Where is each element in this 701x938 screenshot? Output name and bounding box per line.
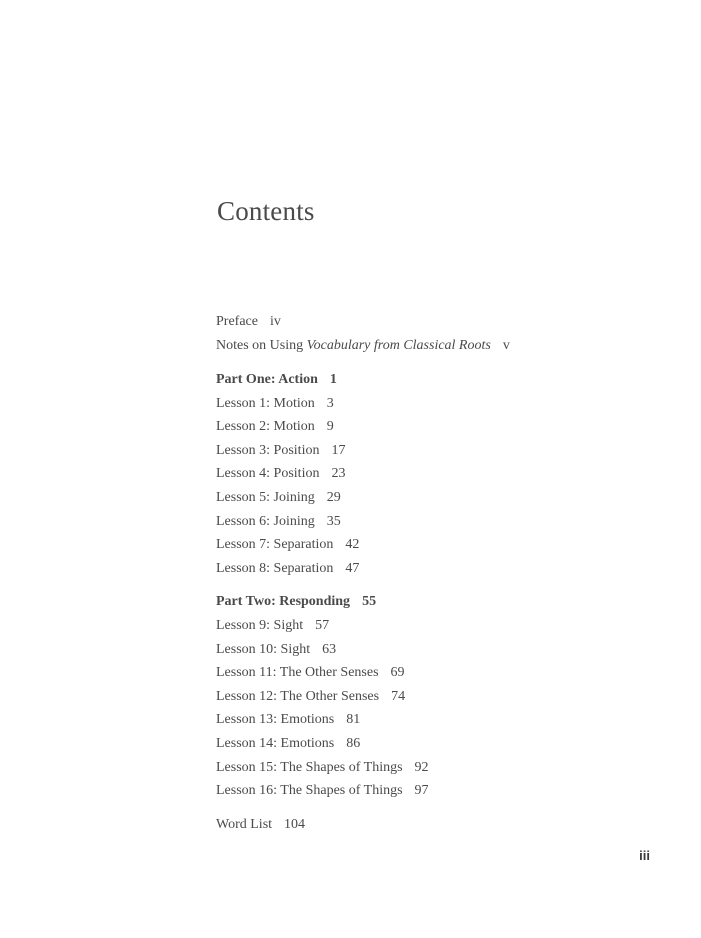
lesson-label: Lesson 3: Position <box>216 442 320 458</box>
toc-lesson-entry[interactable] <box>216 616 636 640</box>
toc-lesson-entry[interactable] <box>216 687 636 711</box>
part-heading-page: 1 <box>329 372 337 387</box>
toc-lesson-entry[interactable] <box>216 535 636 559</box>
lesson-label: Lesson 1: Motion <box>216 395 315 411</box>
lesson-label: Lesson 8: Separation <box>216 560 334 576</box>
lesson-page: 97 <box>414 783 429 799</box>
toc-entry-label: Word List <box>216 816 273 832</box>
toc-lesson-entry[interactable] <box>216 512 636 536</box>
table-of-contents <box>216 312 636 838</box>
lesson-page: 9 <box>326 419 334 435</box>
page-title: Contents <box>217 196 315 226</box>
book-title-italic: Vocabulary from Classical Roots <box>306 338 491 353</box>
toc-entry-preface[interactable] <box>216 312 636 336</box>
toc-entry-page: 104 <box>284 816 306 832</box>
toc-lesson-entry[interactable] <box>216 417 636 441</box>
lesson-page: 23 <box>331 466 346 482</box>
toc-entry-label-prefix: Notes on Using <box>216 338 307 353</box>
toc-entry-page: v <box>502 338 510 353</box>
toc-lesson-entry[interactable] <box>216 781 636 805</box>
lesson-label: Lesson 6: Joining <box>216 513 315 529</box>
part-heading-label: Part Two: Responding <box>216 594 351 610</box>
part-heading-page: 55 <box>362 594 377 610</box>
toc-lesson-entry[interactable] <box>216 441 636 465</box>
toc-entry-notes[interactable] <box>216 336 636 360</box>
spacer <box>216 582 636 592</box>
toc-lesson-entry[interactable] <box>216 464 636 488</box>
lesson-label: Lesson 9: Sight <box>216 617 304 633</box>
lesson-label: Lesson 10: Sight <box>216 641 311 657</box>
lesson-page: 63 <box>322 641 337 657</box>
toc-part-heading[interactable] <box>216 592 636 616</box>
lesson-label: Lesson 7: Separation <box>216 537 334 553</box>
lesson-page: 17 <box>331 442 346 458</box>
toc-entry-label: Preface <box>216 314 258 329</box>
toc-lesson-entry[interactable] <box>216 488 636 512</box>
lesson-label: Lesson 5: Joining <box>216 489 315 505</box>
lesson-page: 86 <box>346 735 361 751</box>
toc-entry-word-list[interactable] <box>216 815 636 839</box>
lesson-label: Lesson 2: Motion <box>216 419 315 435</box>
lesson-page: 3 <box>326 395 334 411</box>
toc-lesson-entry[interactable] <box>216 710 636 734</box>
spacer <box>216 805 636 815</box>
lesson-page: 29 <box>326 489 341 505</box>
toc-lesson-entry[interactable] <box>216 640 636 664</box>
page-number: iii <box>639 848 650 863</box>
lesson-page: 47 <box>345 560 360 576</box>
lesson-page: 35 <box>326 513 341 529</box>
lesson-page: 74 <box>391 688 406 704</box>
toc-lesson-entry[interactable] <box>216 758 636 782</box>
lesson-label: Lesson 13: Emotions <box>216 712 335 728</box>
lesson-page: 92 <box>414 759 429 775</box>
toc-entry-label <box>216 336 491 356</box>
toc-lesson-entry[interactable] <box>216 734 636 758</box>
lesson-label: Lesson 12: The Other Senses <box>216 688 380 704</box>
toc-lesson-entry[interactable] <box>216 559 636 583</box>
lesson-label: Lesson 16: The Shapes of Things <box>216 783 403 799</box>
lesson-label: Lesson 11: The Other Senses <box>216 665 379 681</box>
toc-lesson-entry[interactable] <box>216 394 636 418</box>
lesson-label: Lesson 15: The Shapes of Things <box>216 759 403 775</box>
spacer <box>216 360 636 370</box>
lesson-page: 57 <box>315 617 330 633</box>
lesson-page: 42 <box>345 537 360 553</box>
toc-part-heading[interactable] <box>216 370 636 394</box>
lesson-page: 69 <box>390 665 405 681</box>
lesson-page: 81 <box>346 712 361 728</box>
lesson-label: Lesson 14: Emotions <box>216 735 335 751</box>
part-heading-label: Part One: Action <box>216 372 318 387</box>
toc-entry-page: iv <box>269 314 281 329</box>
toc-lesson-entry[interactable] <box>216 663 636 687</box>
lesson-label: Lesson 4: Position <box>216 466 320 482</box>
